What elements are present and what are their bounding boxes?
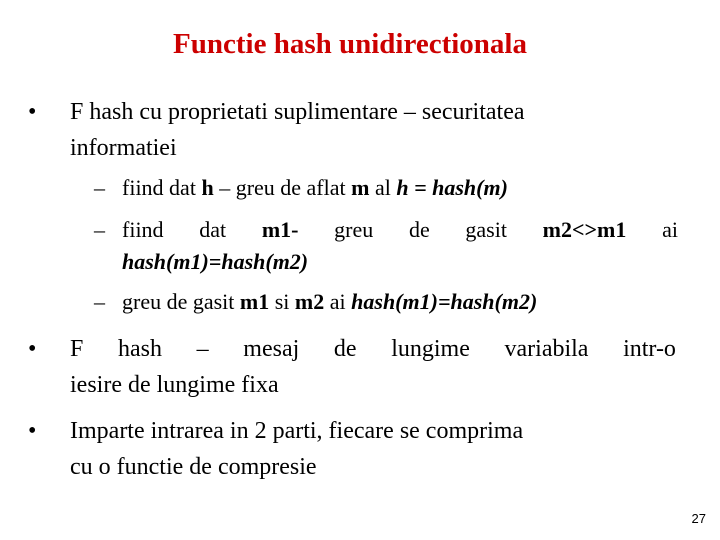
sub-1-text-b: – greu de aflat: [213, 175, 352, 200]
dash-marker: –: [94, 217, 105, 242]
bullet-3-line-2: cu o functie de compresie: [70, 454, 317, 480]
page-number: 27: [691, 511, 706, 526]
bullet-2-word: –: [196, 336, 209, 362]
sub-3-line: [122, 286, 678, 318]
dash-marker: –: [94, 289, 105, 314]
bullet-3-line-1: Imparte intrarea in 2 parti, fiecare se comprima: [70, 418, 524, 444]
slide-title: Functie hash unidirectionala: [173, 28, 527, 60]
sub-1-formula: h = hash(m): [396, 175, 508, 200]
bullet-2-line-1: [70, 331, 676, 367]
bullet-2-word: lungime: [391, 336, 470, 362]
bullet-1-line-2: informatiei: [70, 135, 177, 161]
sub-3-var-m2: m2: [294, 289, 325, 314]
sub-3-formula: hash(m1)=hash(m2): [351, 289, 538, 314]
sub-1-text-a: fiind dat: [122, 175, 202, 200]
sub-2-word: greu: [334, 217, 374, 242]
dash-marker: –: [94, 175, 105, 200]
sub-3-text-a: greu de gasit: [122, 289, 240, 314]
bullet-marker: •: [28, 418, 37, 444]
bullet-2-word: de: [333, 336, 357, 362]
bullet-item-2: [28, 331, 676, 403]
sub-3-text-b: si: [269, 289, 295, 314]
bullet-2-word: variabila: [504, 336, 589, 362]
sub-3-var-m1: m1: [239, 289, 270, 314]
sub-item-2: [94, 214, 678, 278]
bullet-item-1: [28, 94, 676, 166]
bullet-marker: •: [28, 99, 37, 125]
sub-2-word: fiind: [122, 217, 164, 242]
bullet-2-word: mesaj: [243, 336, 300, 362]
sub-2-word: ai: [662, 217, 678, 242]
sub-1-line: [122, 172, 678, 204]
bullet-1-line-1: F hash cu proprietati suplimentare – securitatea: [70, 99, 525, 125]
sub-2-var-m2-ne-m1: m2<>m1: [542, 217, 627, 242]
bullet-2-word: hash: [118, 336, 162, 362]
sub-2-formula: hash(m1)=hash(m2): [122, 249, 309, 274]
sub-2-var-m1: m1-: [261, 217, 299, 242]
sub-3-text-c: ai: [324, 289, 352, 314]
sub-2-word: de: [408, 217, 430, 242]
sub-1-text-c: al: [369, 175, 397, 200]
sub-item-3: [94, 286, 678, 318]
bullet-marker: •: [28, 336, 37, 362]
bullet-2-word: intr-o: [623, 336, 676, 362]
sub-1-var-h: h: [201, 175, 214, 200]
sub-1-var-m: m: [351, 175, 370, 200]
sub-item-1: [94, 172, 678, 204]
bullet-2-line-2: iesire de lungime fixa: [70, 372, 279, 398]
bullet-2-word: F: [70, 336, 84, 362]
sub-2-word: gasit: [465, 217, 507, 242]
bullet-item-3: [28, 413, 676, 485]
sub-2-word: dat: [199, 217, 227, 242]
sub-2-line-2: [122, 246, 678, 278]
sub-2-line-1: [122, 214, 678, 246]
